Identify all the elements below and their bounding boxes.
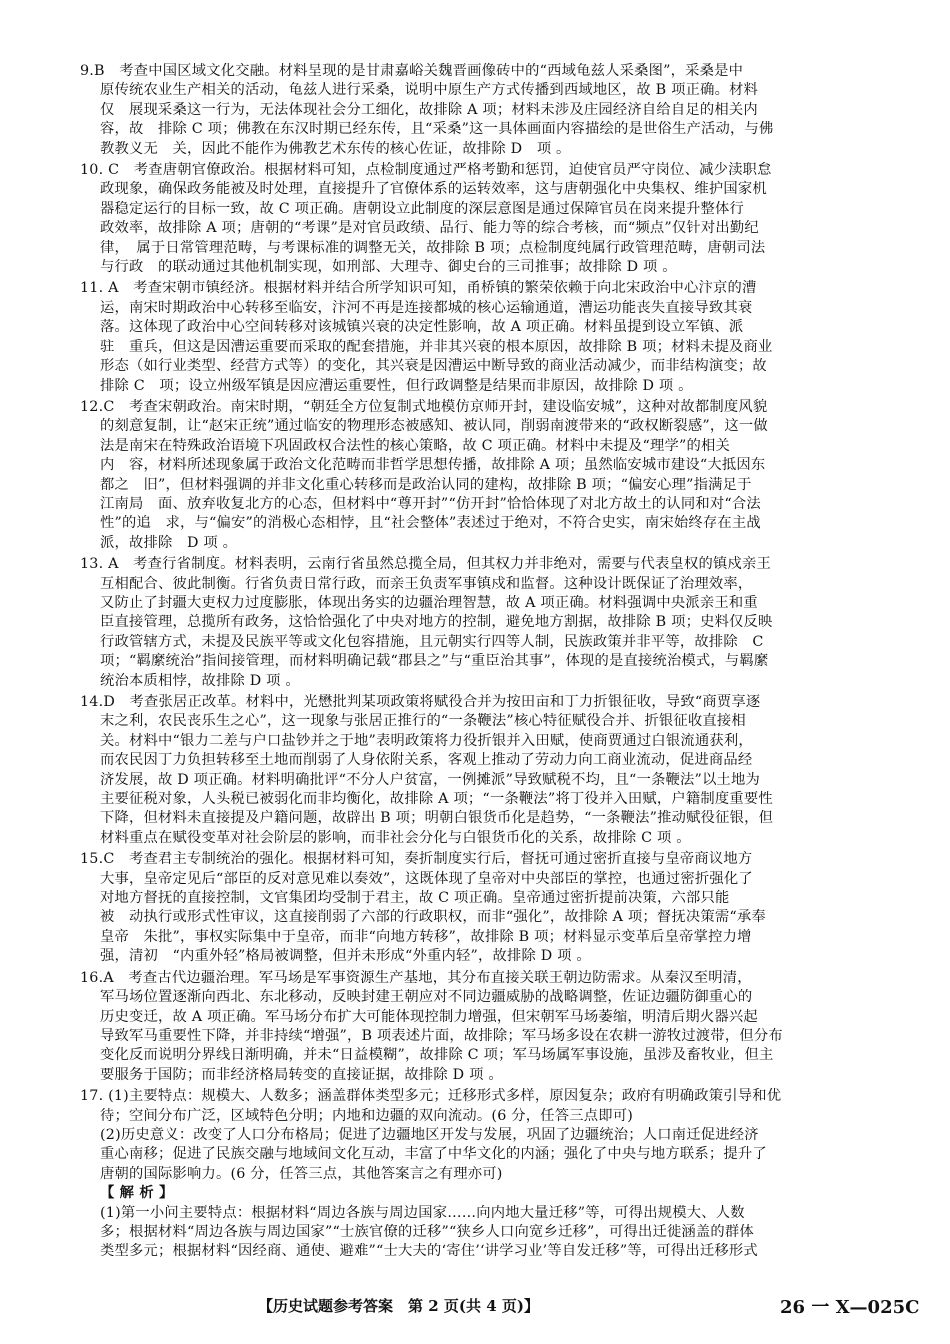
answer-text-line: 对地方督抚的直接控制，文官集团均受制于君主，故 C 项正确。皇帝通过密折提前决策，六部只能 (100, 890, 730, 907)
answer-heading-line: 10. C 考查唐朝官僚政治。根据材料可知，点检制度通过严格考勤和惩罚，迫使官员严守岗位、减少渎职怠 (80, 162, 772, 179)
analysis-label: 【 解 析 】 (100, 1185, 174, 1202)
answer-heading-line: 15.C 考查君主专制统治的强化。根据材料可知，奏折制度实行后，督抚可通过密折直接与皇帝商议地方 (80, 851, 753, 868)
answer-text-line: 统治本质相悖，故排除 D 项 。 (100, 672, 300, 689)
answer-text-line: 待；空间分布广泛，区域特色分明；内地和边疆的双向流动。(6 分，任答三点即可) (100, 1107, 633, 1124)
answer-text-line: 性”的追 求，与“偏安”的消极心态相悖，且“社会整体”表述过于绝对，不符合史实，南宋始终存在主战 (100, 515, 761, 532)
answer-text-line: 重心南移；促进了民族交融与地域间文化互动，丰富了中华文化的内涵；强化了中央与地方联系；提升了 (100, 1146, 767, 1163)
answer-text-line: 主要征税对象，人头税已被弱化而非均衡化，故排除 A 项；“一条鞭法”将丁役并入田赋，户籍制度重要性 (100, 791, 773, 808)
answer-text-line: 下降，但材料未直接提及户籍问题，故辟出 B 项；明朝白银货币化是趋势，“一条鞭法”推动赋役征银，但 (100, 810, 774, 827)
answer-heading-line: 16.A 考查古代边疆治理。军马场是军事资源生产基地，其分布直接关联王朝边防需求。从秦汉至明清， (80, 969, 752, 986)
answer-text-line: 形态（如行业类型、经营方式等）的变化，其兴衰是因漕运中断导致的商业活动减少，而非结构演变；故 (100, 358, 767, 375)
answer-heading-line: 9.B 考查中国区域文化交融。材料呈现的是甘肃嘉峪关魏晋画像砖中的“西域龟兹人采桑图”，采桑是中 (80, 63, 744, 79)
answer-text-line: 律， 属于日常管理范畴，与考课标准的调整无关，故排除 B 项；点检制度纯属行政管理范畴，唐朝司法 (100, 239, 766, 256)
answer-item (80, 62, 880, 159)
answer-heading-line: 12.C 考查宋朝政治。南宋时期，“朝廷全方位复制式地模仿京师开封，建设临安城”，这种对故都制度风貌 (80, 398, 768, 415)
answer-text-line: 政现象，确保政务能被及时处理，直接提升了官僚体系的运转效率，这与唐朝强化中央集权、维护国家机 (100, 181, 767, 198)
answer-document (80, 62, 880, 1264)
answer-text-line: 排除 C 项；设立州级军镇是因应漕运重要性，但行政调整是结果而非原因，故排除 D 项 。 (100, 377, 693, 394)
answer-text-line: 强，清初 “内重外轻”格局被调整，但并未形成“外重内轻”，故排除 D 项 。 (100, 948, 591, 965)
answer-text-line: 军马场位置逐渐向西北、东北移动，反映封建王朝应对不同边疆威胁的战略调整，佐证边疆防御重心的 (100, 989, 753, 1006)
answer-text-line: 项；“羁縻统治”指间接管理，而材料明确记载“郡县之”与“重臣治其事”，体现的是直接统治模式，与羁縻 (100, 653, 769, 670)
answer-text-line: 济发展，故 D 项正确。材料明确批评“不分人户贫富，一例摊派”导致赋税不均，且“一条鞭法”以土地为 (100, 771, 761, 788)
answer-text-line: 历史变迁，故 A 项正确。军马场分布扩大可能体现控制力增强，但宋朝军马场萎缩，明清后期火器兴起 (100, 1008, 758, 1025)
answer-text-line: 导致军马重要性下降，并非持续“增强”，B 项表述片面，故排除；军马场多设在农耕一游牧过渡带，但分布 (100, 1027, 783, 1044)
answer-text-line: 容，故 排除 C 项；佛教在东汉时期已经东传，且“采桑”这一具体画面内容描绘的是世俗生产活动，与佛 (100, 121, 774, 138)
answer-text-line: 臣直接管理，总揽所有政务，这恰恰强化了中央对地方的控制，避免地方割据，故排除 B 项；史料仅反映 (100, 614, 773, 631)
answer-text-line: 皇帝 朱批”，事权实际集中于皇帝，而非“向地方转移”，故排除 B 项；材料显示变革后皇帝掌控力增 (100, 928, 752, 945)
answer-heading-line: 17. (1)主要特点：规模大、人数多；涵盖群体类型多元；迁移形式多样，原因复杂；政府有明确政策引导和优 (80, 1088, 782, 1105)
analysis-text-line: 多；根据材料“周边各族与周边国家”“士族官僚的迁移”“狭乡人口向宽乡迁移”，可得出迁徙涵盖的群体 (100, 1223, 754, 1240)
answer-text-line: 法是南宋在特殊政治语境下巩固政权合法性的核心策略，故 C 项正确。材料中未提及“理学”的相关 (100, 437, 731, 454)
answer-text-line: 变化反而说明分界线日渐明确，并未“日益模糊”，故排除 C 项；军马场属军事设施，虽涉及畜牧业，但主 (100, 1047, 774, 1064)
answer-text-line: 落。这体现了政治中心空间转移对该城镇兴衰的决定性影响，故 A 项正确。材料虽提到设立军镇、派 (100, 319, 744, 336)
answer-text-line: 教教义无 关，因此不能作为佛教艺术东传的核心佐证，故排除 D 项 。 (100, 140, 571, 157)
answer-text-line: 内 容，材料所述现象属于政治文化范畴而非哲学思想传播，故排除 A 项；虽然临安城市建设“大抵因东 (100, 457, 766, 474)
answer-text-line: 原传统农业生产相关的活动，龟兹人进行采桑，说明中原生产方式传播到西域地区，故 B 项正确。材料 (100, 82, 759, 99)
answer-item (80, 398, 880, 553)
answer-text-line: 要服务于国防；而非经济格局转变的直接证据，故排除 D 项 。 (100, 1066, 503, 1083)
answer-text-line: 都之 旧”，但材料强调的并非文化重心转移而是政治认同的建构，故排除 B 项；“偏安心理”指满足于 (100, 476, 752, 493)
answer-text-line: 派，故排除 D 项 。 (100, 534, 238, 551)
answer-text-line: 关。材料中“银力二差与户口盐钞并之于地”表明政策将力役折银并入田赋，使商贾通过白银流通获利， (100, 732, 753, 749)
answer-text-line: 驻 重兵，但这是因漕运重要而采取的配套措施，并非其兴衰的根本原因，故排除 B 项；材料未提及商业 (100, 338, 773, 355)
answer-text-line: 末之利，农民丧乐生之心”，这一现象与张居正推行的“一条鞭法”核心特征赋役合并、折银征收直接相 (100, 713, 746, 730)
answer-item (80, 969, 880, 1085)
answer-heading-line: 13. A 考查行省制度。材料表明，云南行省虽然总揽全局，但其权力并非绝对，需要与代表皇权的镇戍亲王 (80, 556, 771, 573)
analysis-text-line: (1)第一小问主要特点：根据材料“周边各族与周边国家……向内地大量迁移”等，可得出规模大、人数 (100, 1204, 745, 1221)
answer-heading-line: 11. A 考查宋朝市镇经济。根据材料并结合所学知识可知，甬桥镇的繁荣依赖于向北宋政治中心汴京的漕 (80, 280, 757, 297)
answer-text-line: 政效率，故排除 A 项；唐朝的“考课”是对官员政绩、品行、能力等的综合考核，而“频点”仅针对出勤纪 (100, 220, 759, 237)
answer-text-line: 而农民因丁力负担转移至土地而削弱了人身依附关系，客观上推动了劳动力向工商业流动，促进商品经 (100, 752, 753, 769)
answer-text-line: 又防止了封疆大吏权力过度膨胀，体现出务实的边疆治理智慧，故 A 项正确。材料强调中央派亲王和重 (100, 594, 758, 611)
analysis-text-line: 类型多元；根据材料“因经商、通使、避难”“士大夫的‘寄住’‘讲学习业’等自发迁移”等，可得出迁移形式 (100, 1243, 758, 1260)
answer-item (80, 161, 880, 277)
answer-text-line: 的刻意复制，让“赵宋正统”通过临安的物理形态被感知、被认同，削弱南渡带来的“政权断裂感”，这一做 (100, 418, 768, 435)
footer-title: 【历史试题参考答案 第 2 页(共 4 页)】 (258, 1297, 539, 1315)
answer-text-line: 互相配合、彼此制衡。行省负责日常行政，而亲王负责军事镇戍和监督。这种设计既保证了治理效率， (100, 575, 753, 592)
answer-heading-line: 14.D 考查张居正改革。材料中，光懋批判某项政策将赋役合并为按田亩和丁力折银征收，导致“商贾享逐 (80, 694, 761, 710)
answer-text-line: 器稳定运行的目标一致，故 C 项正确。唐朝设立此制度的深层意图是通过保障官员在岗来提升整体行 (100, 200, 744, 217)
answer-text-line: 行政管辖方式，未提及民族平等或文化包容措施，且元朝实行四等人制，民族政策并非平等，故排除 C (100, 633, 764, 650)
answer-text-line: 江南局 面、放弃收复北方的心态，但材料中“尊开封”“仿开封”恰恰体现了对北方故土的认同和对“合法 (100, 495, 761, 512)
answer-item (80, 555, 880, 691)
answer-item-17 (80, 1087, 880, 1262)
answer-text-line: (2)历史意义：改变了人口分布格局；促进了边疆地区开发与发展，巩固了边疆统治；人口南迁促进经济 (100, 1126, 759, 1143)
answer-text-line: 与行政 的联动通过其他机制实现，如刑部、大理寺、御史台的三司推事；故排除 D 项 。 (100, 259, 677, 276)
exam-code: 26 一 X—025C (780, 1297, 920, 1318)
answer-text-line: 大事，皇帝定见后“部臣的反对意见难以奏效”，这既体现了皇帝对中央部臣的掌控，也通过密折强化了 (100, 870, 753, 887)
answer-item (80, 693, 880, 848)
answer-item (80, 279, 880, 395)
answer-item (80, 850, 880, 966)
answer-text-line: 被 动执行或形式性审议，这直接削弱了六部的行政职权，而非“强化”，故排除 A 项；督抚决策需“承奉 (100, 909, 766, 926)
answer-text-line: 仅 展现采桑这一行为，无法体现社会分工细化，故排除 A 项；材料未涉及庄园经济自给自足的相关内 (100, 101, 758, 118)
answer-text-line: 材料重点在赋役变革对社会阶层的影响，而非社会分化与白银货币化的关系，故排除 C 项 。 (100, 829, 691, 846)
answer-text-line: 运，南宋时期政治中心转移至临安，汴河不再是连接都城的核心运输通道，漕运功能丧失直接导致其衰 (100, 299, 753, 316)
answer-text-line: 唐朝的国际影响力。(6 分，任答三点，其他答案言之有理亦可) (100, 1165, 503, 1182)
